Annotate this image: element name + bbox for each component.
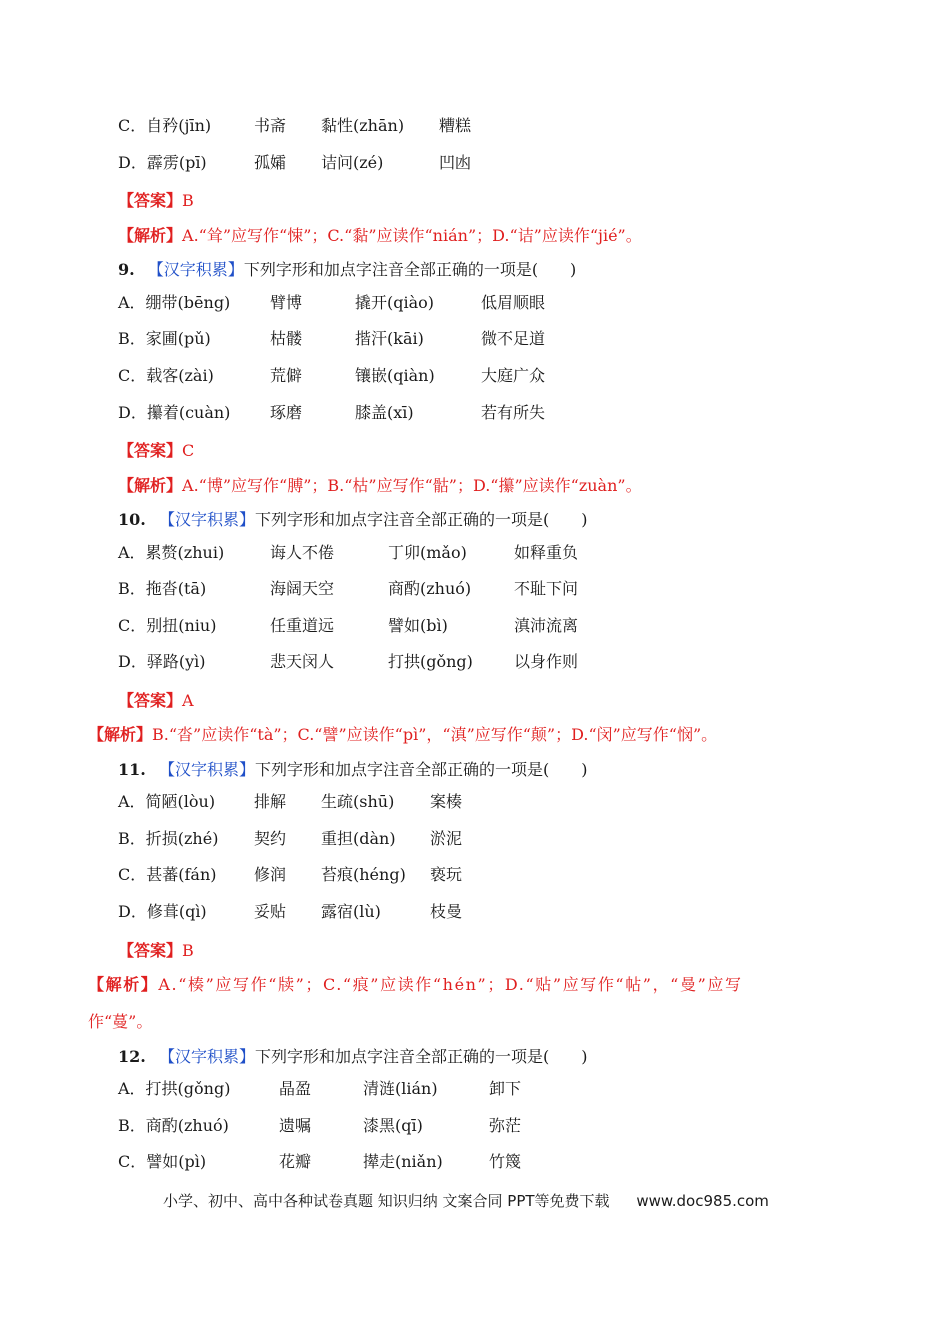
q10-option-c-word3: 譬如(bì) [388,616,448,635]
analysis-tag: 【解析】 [88,725,153,744]
footer-link[interactable]: www.doc985.com [636,1192,769,1210]
q12-option-a-word1: A．打拱(gǒng) [118,1079,231,1098]
q12-option-c-word3: 撵走(niǎn) [363,1152,443,1171]
category-tag: 【汉字积累】 [158,760,255,779]
analysis-tag: 【解析】 [118,476,183,495]
q8-option-c-word4: 糟糕 [439,116,472,135]
q9-option-d-word1: D．攥着(cuàn) [118,403,231,422]
q12-stem [118,1046,587,1068]
q10-option-c-word1: C．别扭(niu) [118,616,217,635]
question-text: 下列字形和加点字注音全部正确的一项是( ) [254,1047,588,1066]
q8-option-c-word3: 黏性(zhān) [321,116,405,135]
question-text: 下列字形和加点字注音全部正确的一项是( ) [254,510,588,529]
analysis-text: A.“楱”应写作“牍”；C.“痕”应读作“hén”；D.“贴”应写作“帖”，“曼”应写 [158,975,743,994]
q9-option-c-word4: 大庭广众 [481,366,546,385]
q9-option-d-word3: 膝盖(xī) [355,403,414,422]
q10-option-a-word1: A．累赘(zhui) [118,543,225,562]
question-number: 10. [118,510,146,529]
q8-answer [118,190,194,212]
q9-option-a-word4: 低眉顺眼 [481,293,546,312]
q9-option-c-word2: 荒僻 [270,366,303,385]
q11-option-a-word2: 排解 [254,792,287,811]
analysis-tag: 【解析】 [118,226,183,245]
q11-option-c-word2: 修润 [254,865,287,884]
q9-option-b-word4: 微不足道 [481,329,546,348]
q9-option-d-word4: 若有所失 [481,403,546,422]
analysis-text: A.“耸”应写作“悚”；C.“黏”应读作“nián”；D.“诘”应读作“jié”。 [182,226,642,245]
q9-answer [118,440,194,462]
answer-tag: 【答案】 [118,691,183,710]
question-number: 11. [118,760,146,779]
q10-option-c-word2: 任重道远 [270,616,335,635]
q11-option-b-word1: B．折损(zhé) [118,829,219,848]
q9-option-a-word2: 臂博 [270,293,303,312]
q12-option-c-word2: 花瓣 [279,1152,312,1171]
q12-option-a-word2: 晶盈 [279,1079,312,1098]
q12-option-b-word3: 漆黑(qī) [363,1116,423,1135]
question-number: 12. [118,1047,146,1066]
q11-analysis-line1 [88,974,743,996]
q11-analysis-line2: 作“蔓”。 [88,1012,153,1031]
q11-stem [118,759,587,781]
q9-analysis [118,475,642,497]
q10-option-a-word2: 诲人不倦 [270,543,335,562]
q11-option-b-word4: 淤泥 [430,829,463,848]
q9-stem [118,259,576,281]
answer-tag: 【答案】 [118,941,183,960]
answer-value: C [182,441,195,460]
q10-option-d-word1: D．驿路(yì) [118,652,206,671]
footer-text: 小学、初中、高中各种试卷真题 知识归纳 文案合同 PPT等免费下载 [163,1192,610,1210]
q12-option-b-word4: 弥茫 [489,1116,522,1135]
q12-option-c-word1: C．譬如(pì) [118,1152,207,1171]
page-footer [163,1190,769,1212]
q10-option-b-word4: 不耻下问 [514,579,579,598]
q10-answer [118,690,194,712]
q8-option-c-word2: 书斋 [254,116,287,135]
question-number: 9. [118,260,135,279]
q11-option-c-word1: C．甚蕃(fán) [118,865,217,884]
q9-option-b-word3: 揩汗(kāi) [355,329,424,348]
q10-option-a-word4: 如释重负 [514,543,579,562]
answer-tag: 【答案】 [118,191,183,210]
q11-option-d-word1: D．修葺(qì) [118,902,207,921]
q12-option-b-word2: 遗嘱 [279,1116,312,1135]
q10-option-a-word3: 丁卯(mǎo) [388,543,467,562]
q9-option-b-word1: B．家圃(pǔ) [118,329,211,348]
q10-option-d-word3: 打拱(gǒng) [388,652,473,671]
q11-option-d-word2: 妥贴 [254,902,287,921]
category-tag: 【汉字积累】 [158,1047,255,1066]
q9-option-d-word2: 琢磨 [270,403,303,422]
q8-option-d-word2: 孤孀 [254,153,287,172]
answer-value: B [182,191,194,210]
question-text: 下列字形和加点字注音全部正确的一项是( ) [243,260,577,279]
q10-analysis [88,724,717,746]
answer-value: A [182,691,194,710]
q10-option-b-word2: 海阔天空 [270,579,335,598]
q11-option-b-word2: 契约 [254,829,287,848]
answer-value: B [182,941,194,960]
q10-option-d-word2: 悲天闵人 [270,652,335,671]
q11-answer [118,940,194,962]
q9-option-c-word3: 镶嵌(qiàn) [355,366,435,385]
analysis-text: B.“沓”应读作“tà”；C.“譬”应读作“pì”，“滇”应写作“颠”；D.“闵”应写作“悯”。 [152,725,718,744]
q10-option-b-word3: 商酌(zhuó) [388,579,472,598]
analysis-text: A.“博”应写作“膊”；B.“枯”应写作“骷”；D.“攥”应读作“zuàn”。 [182,476,642,495]
q12-option-a-word4: 卸下 [489,1079,522,1098]
q11-option-d-word3: 露宿(lù) [321,902,381,921]
q11-option-b-word3: 重担(dàn) [321,829,396,848]
q9-option-c-word1: C．载客(zài) [118,366,214,385]
q11-option-c-word4: 亵玩 [430,865,463,884]
q12-option-c-word4: 竹篾 [489,1152,522,1171]
q8-option-d-word1: D．霹雳(pī) [118,153,207,172]
q9-option-a-word3: 撬开(qiào) [355,293,435,312]
category-tag: 【汉字积累】 [147,260,244,279]
q11-option-a-word1: A．简陋(lòu) [118,792,216,811]
q8-option-d-word3: 诘问(zé) [321,153,384,172]
q12-option-a-word3: 清涟(lián) [363,1079,438,1098]
q8-option-d-word4: 凹凼 [439,153,472,172]
analysis-tag: 【解析】 [88,975,159,994]
q10-stem [118,509,587,531]
q9-option-b-word2: 枯髅 [270,329,303,348]
q10-option-c-word4: 滇沛流离 [514,616,579,635]
q11-option-a-word4: 案楱 [430,792,463,811]
answer-tag: 【答案】 [118,441,183,460]
category-tag: 【汉字积累】 [158,510,255,529]
q8-analysis [118,225,642,247]
q11-option-d-word4: 枝曼 [430,902,463,921]
question-text: 下列字形和加点字注音全部正确的一项是( ) [254,760,588,779]
q9-option-a-word1: A．绷带(bēng) [118,293,231,312]
q8-option-c-word1: C．自矜(jīn) [118,116,212,135]
q10-option-d-word4: 以身作则 [514,652,579,671]
q11-option-a-word3: 生疏(shū) [321,792,395,811]
q11-option-c-word3: 苔痕(héng) [321,865,406,884]
q12-option-b-word1: B．商酌(zhuó) [118,1116,229,1135]
q10-option-b-word1: B．拖沓(tā) [118,579,207,598]
